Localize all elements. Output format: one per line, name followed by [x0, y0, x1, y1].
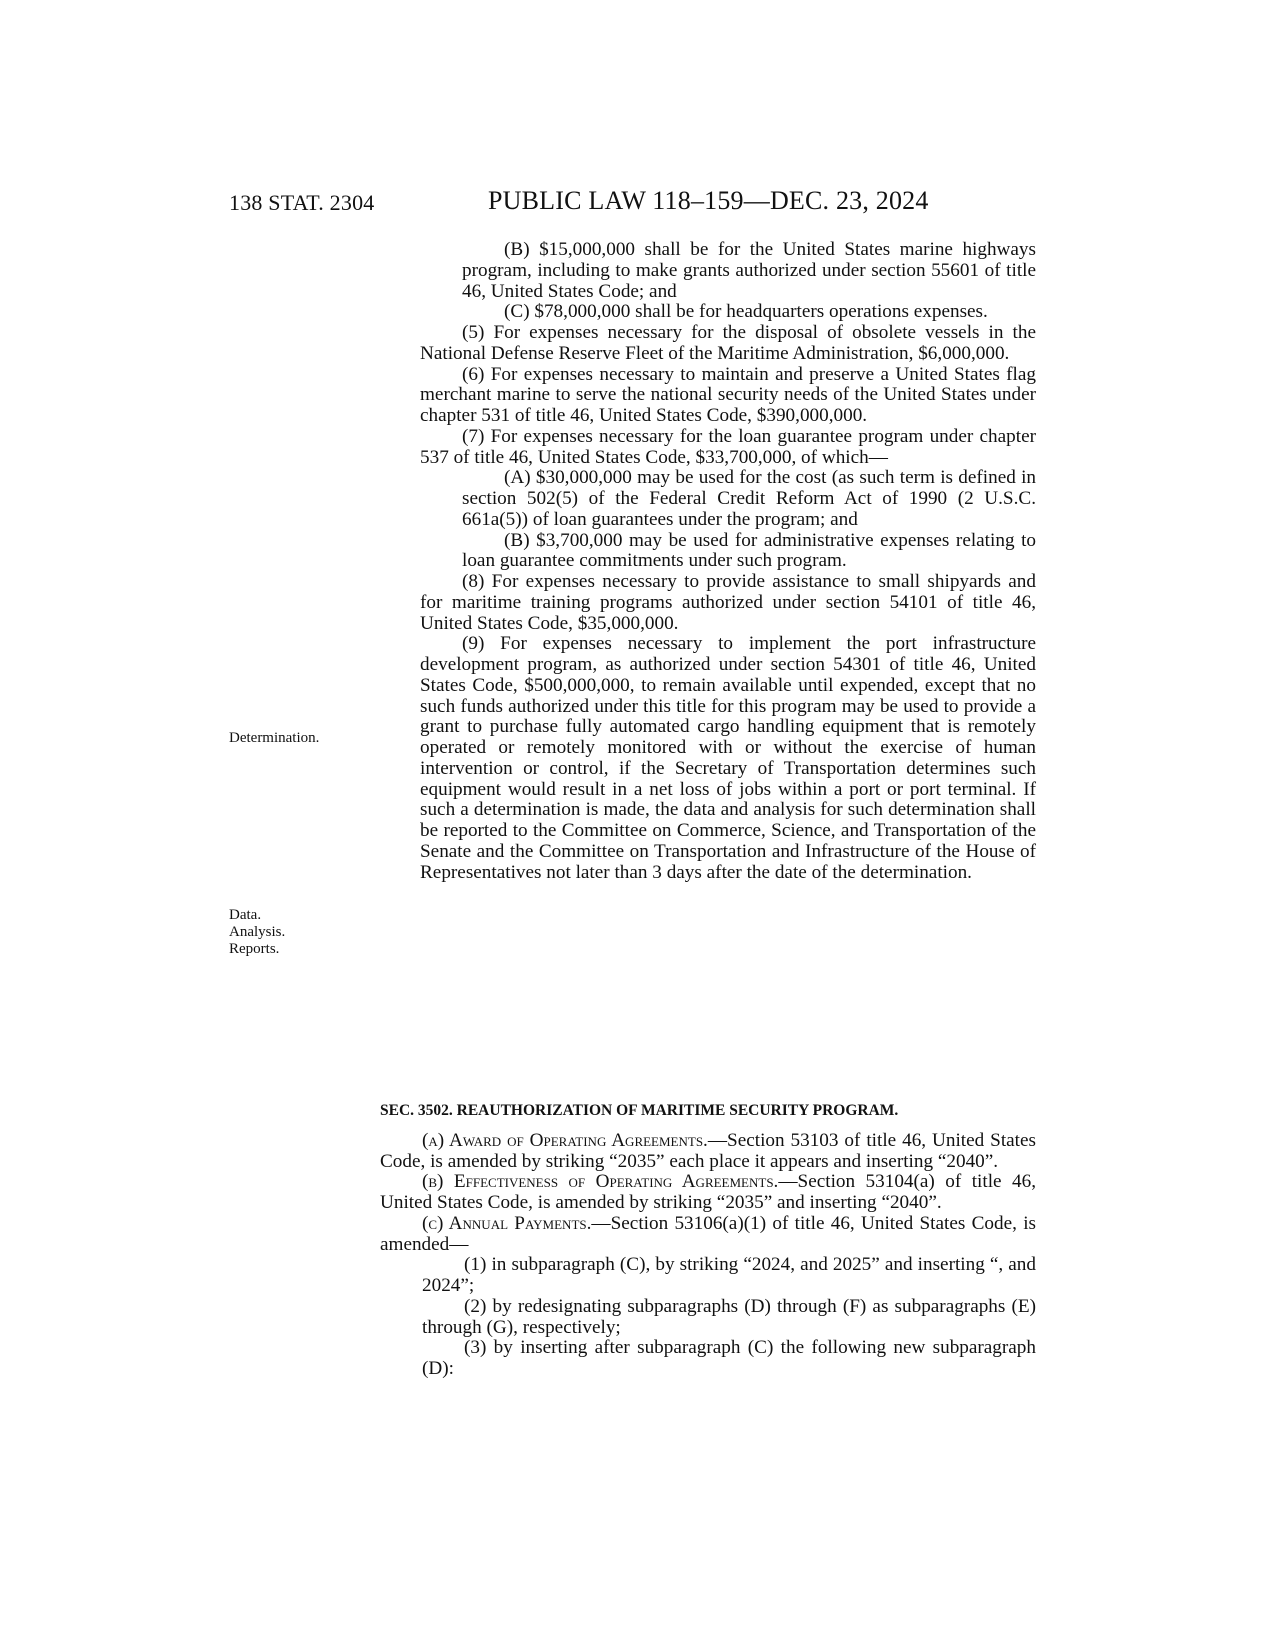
- subsection-a: [380, 1131, 1036, 1173]
- page-title: PUBLIC LAW 118–159—DEC. 23, 2024: [488, 186, 929, 215]
- paragraph-7: (7) For expenses necessary for the loan guarantee program under chapter 537 of title 46, United States Code, $33,700,000, of which—: [420, 425, 1036, 468]
- margin-note-determination: Determination.: [229, 730, 320, 746]
- subsection-b-heading: (b) Effectiveness of Operating Agreements.: [422, 1171, 779, 1193]
- page-number: 138 STAT. 2304: [229, 190, 375, 215]
- subsection-c-2: (2) by redesignating subparagraphs (D) through (F) as subparagraphs (E) through (G), respectively;: [422, 1295, 1036, 1338]
- document-body: [420, 240, 1036, 883]
- subsection-c-text: —Section 53106(a)(1) of title 46, United States Code, is amended—: [380, 1212, 1036, 1255]
- paragraph-8: (8) For expenses necessary to provide assistance to small shipyards and for maritime training programs authorized under section 54101 of title 46, United States Code, $35,000,000.: [420, 571, 1036, 634]
- subsection-c-3: (3) by inserting after subparagraph (C) the following new subparagraph (D):: [422, 1337, 1036, 1379]
- margin-notes-data-analysis-reports: [229, 907, 285, 958]
- paragraph-4b: (B) $15,000,000 shall be for the United States marine highways program, including to make grants authorized under section 55601 of title 46, United States Code; and: [462, 239, 1036, 302]
- margin-note-data: Data.: [229, 907, 262, 923]
- section-heading: SEC. 3502. REAUTHORIZATION OF MARITIME SECURITY PROGRAM.: [380, 1102, 899, 1119]
- paragraph-5: (5) For expenses necessary for the disposal of obsolete vessels in the National Defense Reserve Fleet of the Maritime Administration, $6,000,000.: [420, 322, 1036, 364]
- margin-note-reports: Reports.: [229, 941, 280, 957]
- paragraph-6: (6) For expenses necessary to maintain and preserve a United States flag merchant marine to serve the national security needs of the United States under chapter 531 of title 46, United States Code, $390,000,000.: [420, 363, 1036, 426]
- subsection-c: [380, 1214, 1036, 1256]
- subsection-b-text: —Section 53104(a) of title 46, United States Code, is amended by striking “2035” and inserting “2040”.: [380, 1171, 1036, 1213]
- paragraph-7a: (A) $30,000,000 may be used for the cost (as such term is defined in section 502(5) of the Federal Credit Reform Act of 1990 (2 U.S.C. 661a(5)) of loan guarantees under the program; and: [462, 467, 1036, 530]
- subsection-a-heading: (a) Award of Operating Agreements.: [422, 1129, 708, 1151]
- paragraph-4c: (C) $78,000,000 shall be for headquarters operations expenses.: [504, 301, 988, 323]
- section-3502: [380, 1101, 1036, 1380]
- subsection-c-heading: (c) Annual Payments.: [422, 1212, 592, 1234]
- subsection-b: [380, 1172, 1036, 1214]
- subsection-a-text: —Section 53103 of title 46, United States Code, is amended by striking “2035” each place it appears and inserting “2040”.: [380, 1129, 1036, 1172]
- subsection-c-1: (1) in subparagraph (C), by striking “2024, and 2025” and inserting “, and 2024”;: [422, 1254, 1036, 1296]
- margin-note-analysis: Analysis.: [229, 924, 286, 940]
- paragraph-7b: (B) $3,700,000 may be used for administrative expenses relating to loan guarantee commitments under such program.: [462, 529, 1036, 572]
- paragraph-9: (9) For expenses necessary to implement the port infrastructure development program, as authorized under section 54301 of title 46, United States Code, $500,000,000, to remain available until expended, except that no such funds authorized under this title for this program may be used to provide a grant to purchase fully automated cargo handling equipment that is remotely operated or remotely monitored with or without the exercise of human intervention or control, if the Secretary of Transportation determines such equipment would result in a net loss of jobs within a port or port terminal. If such a determination is made, the data and analysis for such determination shall be reported to the Committee on Commerce, Science, and Transportation of the Senate and the Committee on Transportation and Infrastructure of the House of Representatives not later than 3 days after the date of the determination.: [420, 633, 1036, 883]
